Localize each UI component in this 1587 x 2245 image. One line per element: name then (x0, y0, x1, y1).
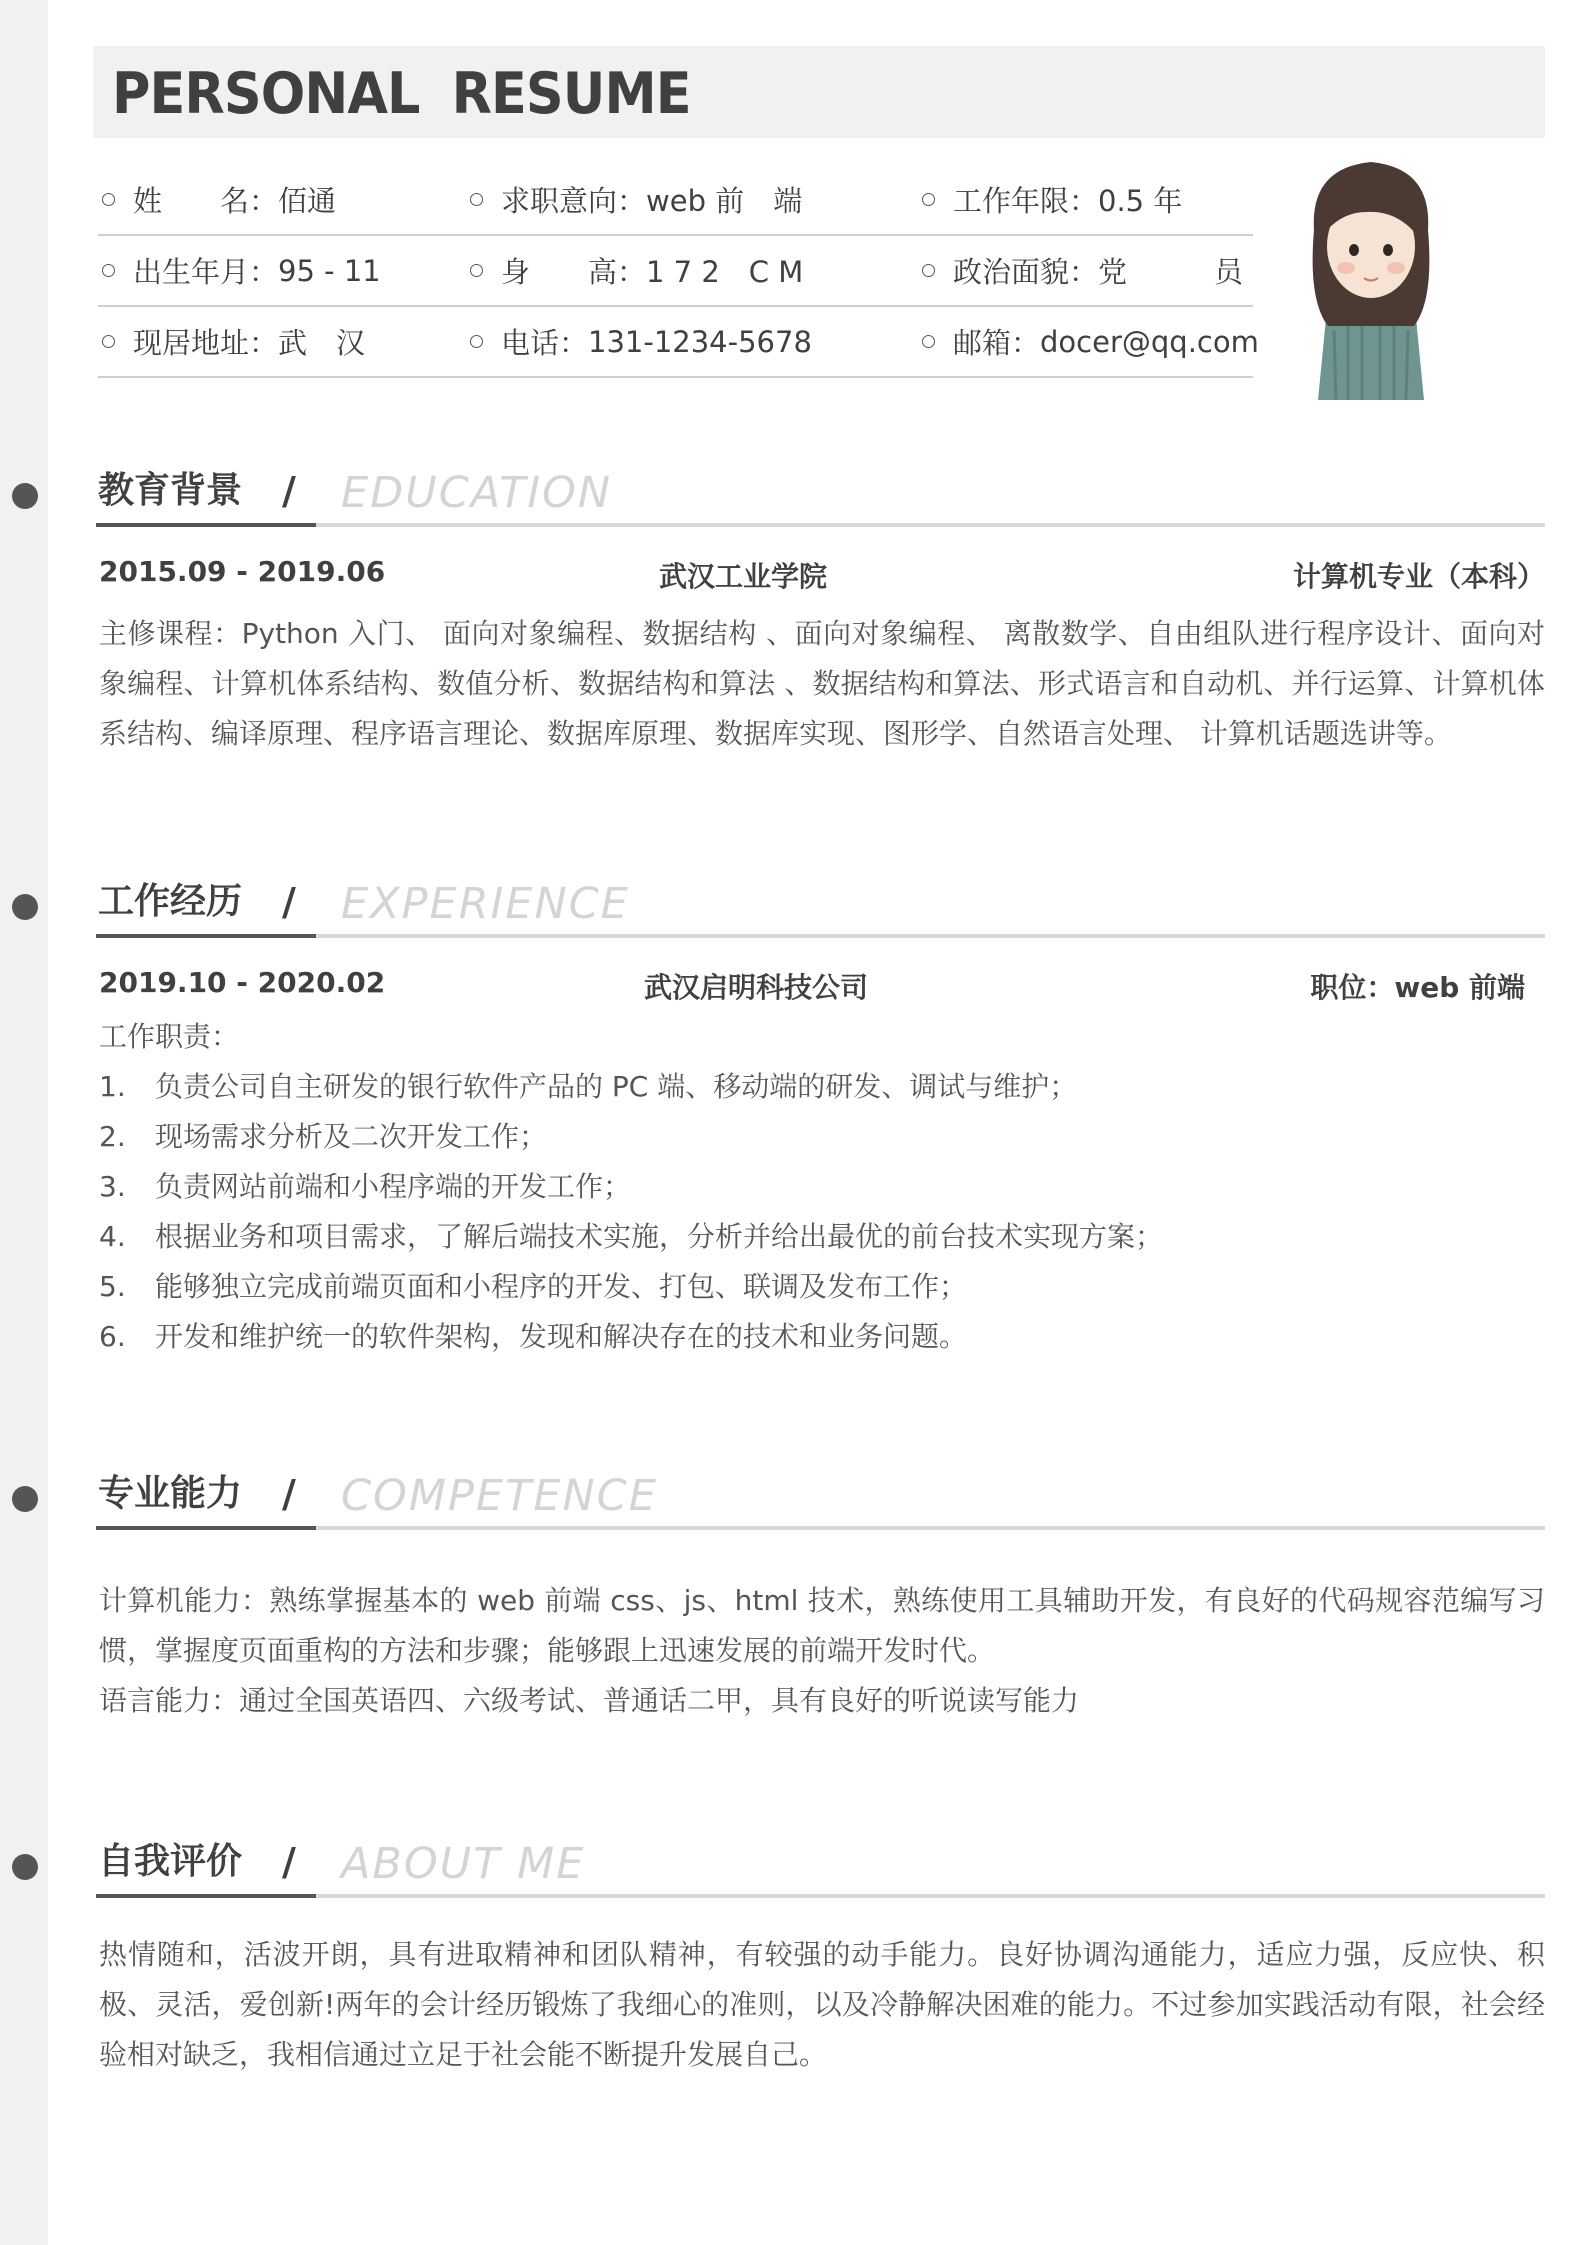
section-accent-bar (96, 934, 316, 938)
list-number: 6. (99, 1320, 126, 1353)
section-dot-icon (12, 1854, 38, 1880)
section-slash: / (282, 880, 296, 924)
info-label: 政治面貌： (953, 255, 1099, 289)
section-title-cn: 自我评价 (98, 1841, 243, 1882)
list-number: 1. (99, 1070, 126, 1103)
list-text: 根据业务和项目需求，了解后端技术实施，分析并给出最优的前台技术实现方案； (155, 1220, 1164, 1253)
info-label: 身 高： (501, 255, 647, 289)
list-number: 3. (99, 1170, 126, 1203)
duties-list (96, 1062, 1545, 1362)
list-item (99, 1312, 1545, 1362)
circle-bullet-icon (102, 335, 115, 348)
circle-bullet-icon (470, 264, 483, 277)
section-dot-icon (12, 483, 38, 509)
list-text: 能够独立完成前端页面和小程序的开发、打包、联调及发布工作； (155, 1270, 968, 1303)
experience-section (96, 876, 1545, 1362)
competence-computer: 计算机能力：熟练掌握基本的 web 前端 css、js、html 技术，熟练使用工具辅助开发，有良好的代码规容范编写习惯，掌握度页面重构的方法和步骤；能够跟上迅速发展的前端开发时代。 (99, 1584, 1545, 1667)
section-dot-icon (12, 1486, 38, 1512)
list-text: 负责公司自主研发的银行软件产品的 PC 端、移动端的研发、调试与维护； (155, 1070, 1078, 1103)
info-value: 0.5 年 (1098, 184, 1183, 218)
education-meta (96, 555, 1545, 595)
section-accent-bar (96, 1526, 316, 1530)
info-item-work-years (922, 165, 1182, 234)
list-item (99, 1162, 1545, 1212)
info-item-height (470, 236, 803, 305)
section-slash: / (282, 469, 296, 513)
resume-title: PERSONAL RESUME (112, 61, 691, 127)
experience-position: 职位：web 前端 (1310, 971, 1525, 1004)
info-label: 姓 名： (133, 184, 279, 218)
list-text: 现场需求分析及二次开发工作； (155, 1120, 548, 1153)
info-value: 武 汉 (278, 326, 366, 360)
experience-period: 2019.10 - 2020.02 (99, 966, 386, 999)
circle-bullet-icon (470, 335, 483, 348)
section-dot-icon (12, 894, 38, 920)
section-slash: / (282, 1840, 296, 1884)
duties-label: 工作职责： (99, 1020, 240, 1053)
list-item (99, 1262, 1545, 1312)
section-title-cn: 教育背景 (98, 470, 243, 511)
list-item (99, 1212, 1545, 1262)
circle-bullet-icon (922, 264, 935, 277)
info-label: 电话： (501, 326, 589, 360)
info-value: 佰通 (278, 184, 337, 218)
section-title-en: EXPERIENCE (341, 879, 630, 929)
about-section (96, 1836, 1545, 2080)
circle-bullet-icon (102, 193, 115, 206)
info-label: 现居地址： (133, 326, 279, 360)
section-title-cn: 专业能力 (98, 1473, 243, 1514)
list-text: 开发和维护统一的软件架构，发现和解决存在的技术和业务问题。 (155, 1320, 968, 1353)
list-number: 2. (99, 1120, 126, 1153)
circle-bullet-icon (922, 193, 935, 206)
info-row (98, 236, 1253, 307)
section-header (96, 1468, 1545, 1530)
section-header (96, 1836, 1545, 1898)
personal-info-grid (98, 165, 1259, 378)
section-header (96, 465, 1545, 527)
education-courses: 主修课程：Python 入门、 面向对象编程、数据结构 、面向对象编程、 离散数学、自由组队进行程序设计、面向对象编程、计算机体系结构、数值分析、数据结构和算法 、数据结构和算法、形式语言和自动机、并行运算、计算机体系结构、编译原理、程序语言理论、数据库原理、数据库实现、图形学、自然语言处理、 计算机话题选讲等。 (99, 617, 1545, 750)
side-strip (0, 0, 48, 2245)
section-title-en: EDUCATION (341, 468, 613, 518)
circle-bullet-icon (470, 193, 483, 206)
section-title-en: COMPETENCE (341, 1471, 658, 1521)
section-title-en: ABOUT ME (341, 1839, 586, 1889)
info-value: 1 7 2 C M (646, 255, 804, 289)
info-value: 95 - 11 (278, 253, 381, 288)
info-label: 出生年月： (133, 255, 279, 289)
info-value: docer@qq.com (1040, 324, 1259, 359)
education-period: 2015.09 - 2019.06 (99, 555, 386, 588)
info-item-email (922, 307, 1259, 376)
list-item (99, 1112, 1545, 1162)
circle-bullet-icon (922, 335, 935, 348)
info-item-job-intent (470, 165, 802, 234)
info-row (98, 307, 1259, 378)
section-slash: / (282, 1472, 296, 1516)
list-text: 负责网站前端和小程序端的开发工作； (155, 1170, 632, 1203)
info-label: 邮箱： (953, 326, 1041, 360)
info-item-political (922, 236, 1243, 305)
info-item-phone (470, 307, 812, 376)
education-section (96, 465, 1545, 759)
info-label: 求职意向： (501, 184, 647, 218)
info-label: 工作年限： (953, 184, 1099, 218)
competence-section (96, 1468, 1545, 1726)
info-item-address (102, 307, 365, 376)
circle-bullet-icon (102, 264, 115, 277)
competence-language: 语言能力：通过全国英语四、六级考试、普通话二甲，具有良好的听说读写能力 (99, 1684, 1080, 1717)
experience-meta (96, 966, 1545, 1006)
list-number: 4. (99, 1220, 126, 1253)
info-row (98, 165, 1253, 236)
section-accent-bar (96, 523, 316, 527)
info-value: web 前 端 (646, 184, 803, 218)
experience-company: 武汉启明科技公司 (644, 971, 869, 1004)
section-header (96, 876, 1545, 938)
info-value: 131-1234-5678 (588, 324, 812, 359)
section-accent-bar (96, 1894, 316, 1898)
about-text: 热情随和，活波开朗，具有进取精神和团队精神，有较强的动手能力。良好协调沟通能力，适应力强，反应快、积极、灵活，爱创新!两年的会计经历锻炼了我细心的准则，以及冷静解决困难的能力。不过参加实践活动有限，社会经验相对缺乏，我相信通过立足于社会能不断提升发展自己。 (99, 1938, 1545, 2071)
list-item (99, 1062, 1545, 1112)
avatar-icon (1296, 150, 1446, 400)
section-title-cn: 工作经历 (98, 881, 243, 922)
education-major: 计算机专业（本科） (1292, 560, 1545, 593)
list-number: 5. (99, 1270, 126, 1303)
education-school: 武汉工业学院 (659, 560, 828, 593)
info-item-birth (102, 236, 381, 305)
info-value: 党 员 (1098, 255, 1244, 289)
info-item-name (102, 165, 336, 234)
